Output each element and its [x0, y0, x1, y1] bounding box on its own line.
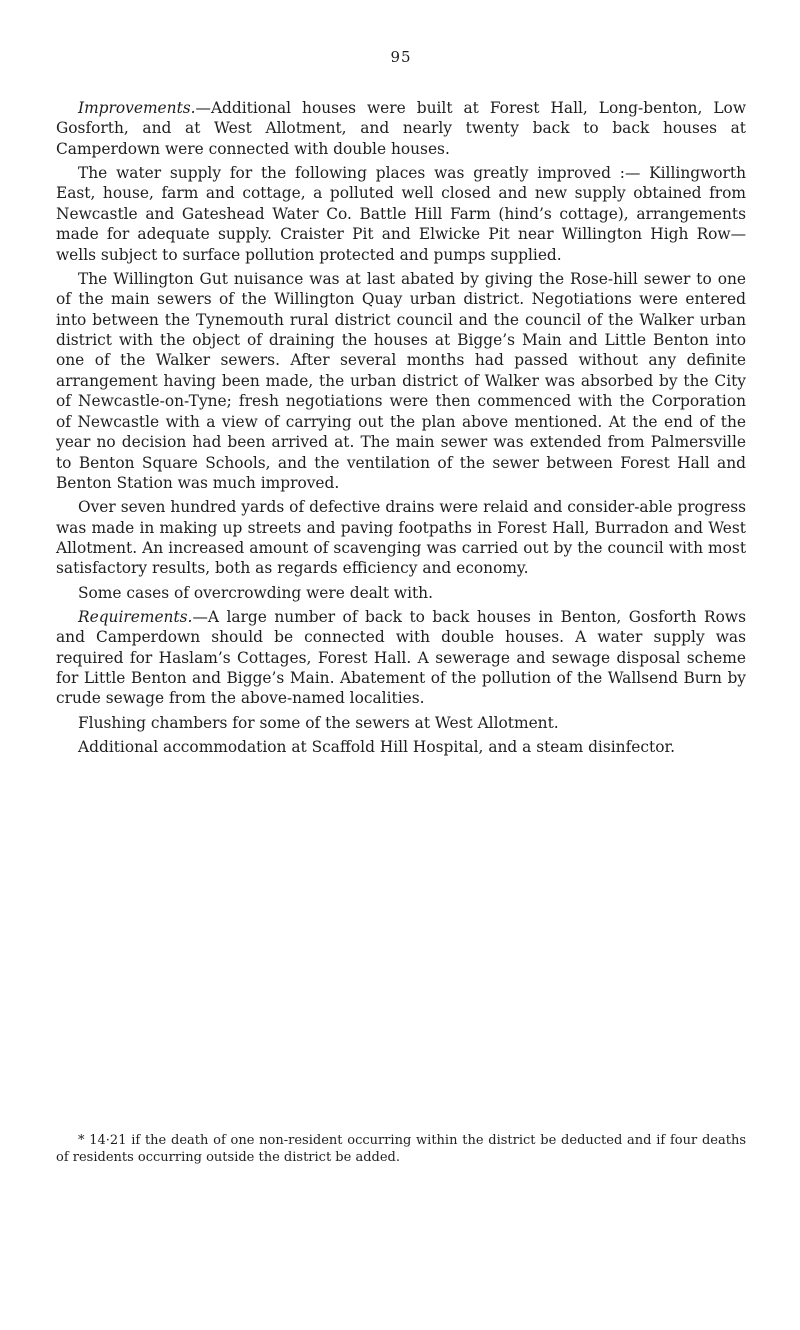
paragraph-text: Additional accommodation at Scaffold Hill Hospital, and a steam disinfector.	[78, 737, 676, 756]
paragraph-text: The Willington Gut nuisance was at last abated by giving the Rose-hill sewer to one of the main sewers of the Willington Quay urban district. Negotiations were entered into between the Tynemouth rural district council and the council of the Walker urban district with the object of draining the houses at Bigge’s Main and Little Benton into one of the Walker sewers. After several months had passed without any definite arrangement having been made, the urban district of Walker was absorbed by the City of Newcastle-on-Tyne; fresh negotiations were then commenced with the Corporation of Newcastle with a view of carrying out the plan above mentioned. At the end of the year no decision had been arrived at. The main sewer was extended from Palmersville to Benton Square Schools, and the ventilation of the sewer between Forest Hall and Benton Station was much improved.	[56, 269, 746, 492]
paragraph-text: The water supply for the following places was greatly improved :— Killingworth East, house, farm and cottage, a polluted well closed and new supply obtained from Newcastle and Gateshead Water Co. Battle Hill Farm (hind’s cottage), arrangements made for adequate supply. Craister Pit and Elwicke Pit near Willington High Row—wells subject to surface pollution protected and pumps supplied.	[56, 164, 746, 264]
paragraph-text: —A large number of back to back houses in Benton, Gosforth Rows and Camperdown should be connected with double houses. A water supply was required for Haslam’s Cottages, Forest Hall. A sewerage and sewage disposal scheme for Little Benton and Bigge’s Main. Abatement of the pollution of the Wallsend Burn by crude sewage from the above-named localities.	[56, 607, 746, 708]
paragraph-water-supply	[56, 163, 746, 265]
paragraph-requirements	[56, 607, 746, 709]
section-heading-improvements: Improvements.	[78, 99, 196, 117]
paragraph-willington-gut	[56, 269, 746, 493]
paragraph-hospital	[56, 737, 746, 757]
page-number: 95	[390, 48, 412, 66]
paragraph-overcrowding	[56, 583, 746, 603]
paragraph-text: Some cases of overcrowding were dealt with.	[78, 583, 433, 602]
paragraph-text: Flushing chambers for some of the sewers at West Allotment.	[78, 713, 559, 732]
paragraph-text: —Additional houses were built at Forest Hall, Long-benton, Low Gosforth, and at West Allotment, and nearly twenty back to back houses at Camperdown were connected with double houses.	[56, 99, 746, 158]
footnote: * 14·21 if the death of one non-resident occurring within the district be deducted and if four deaths of residents occurring outside the district be added.	[56, 1133, 746, 1165]
paragraph-drains	[56, 497, 746, 579]
body-text	[56, 98, 746, 761]
paragraph-flushing-chambers	[56, 713, 746, 733]
paragraph-improvements	[56, 98, 746, 159]
section-heading-requirements: Requirements.	[78, 607, 193, 626]
paragraph-text: Over seven hundred yards of defective drains were relaid and consider-able progress was made in making up streets and paving footpaths in Forest Hall, Burradon and West Allotment. An increased amount of scavenging was carried out by the council with most satisfactory results, both as regards efficiency and economy.	[56, 498, 746, 578]
